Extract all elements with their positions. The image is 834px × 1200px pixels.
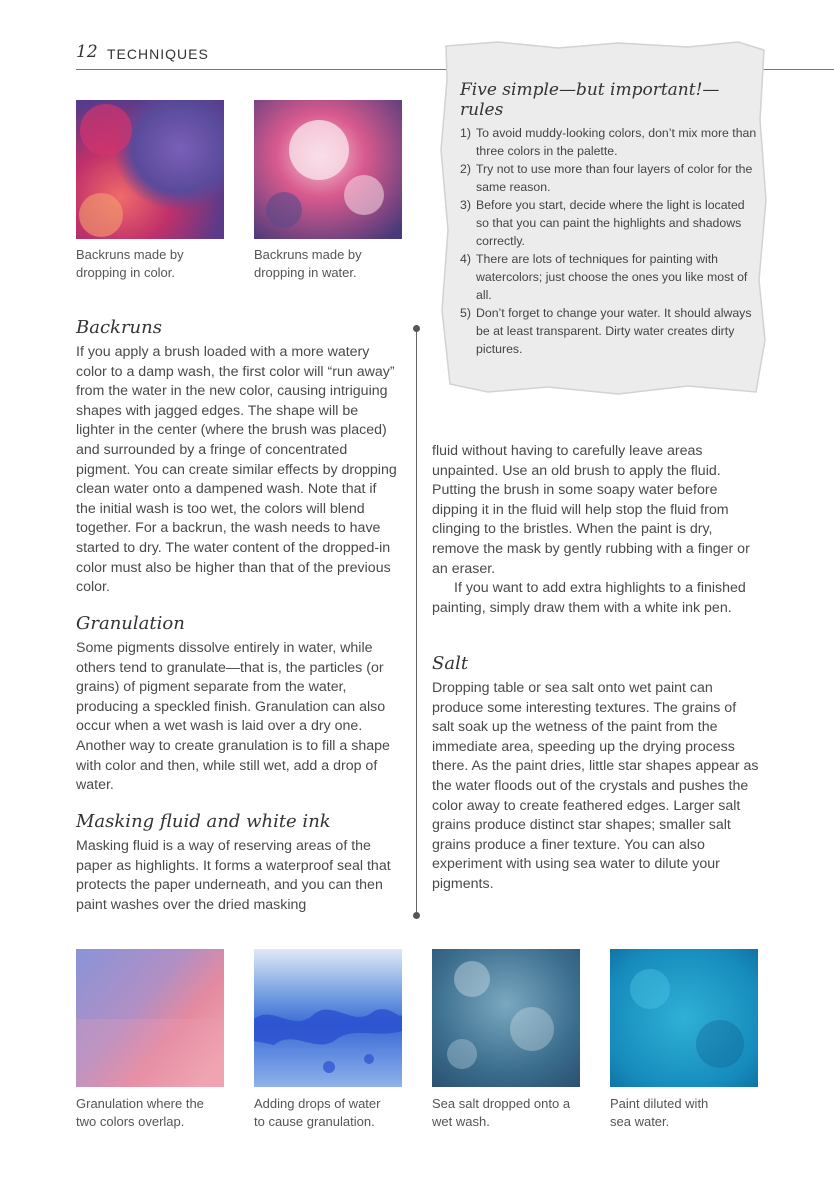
salt-text xyxy=(432,679,762,895)
sea-water-image xyxy=(610,949,758,1087)
salt-paragraph: Dropping table or sea salt onto wet paint can produce some interesting textures. The grains of salt soak up the wetness of the paint from the immediate area, speeding up the drying process there. As the paint dries, little star shapes appear as the water floods out of the crystals and pushes the color away to create feathered edges. Larger salt grains produce distinct star shapes; smaller salt grains produce a finer texture. You can also experiment with using sea water to dilute your pigments. xyxy=(432,680,759,892)
masking-continued-paragraph: fluid without having to carefully leave areas unpainted. Use an old brush to apply the fluid. Putting the brush in some soapy water before dipping it in the fluid will help stop the fluid from clinging to the bristles. When the paint is dry, remove the mask by gently rubbing with a finger or an eraser. xyxy=(432,443,750,577)
caption-granulation-drops: Adding drops of water to cause granulation. xyxy=(254,1096,381,1129)
granulation-text xyxy=(76,639,400,796)
section-title: TECHNIQUES xyxy=(107,46,209,62)
rule-item xyxy=(460,196,760,250)
column-divider xyxy=(416,328,417,916)
heading-salt: Salt xyxy=(432,653,469,674)
backruns-paragraph: If you apply a brush loaded with a more watery color to a damp wash, the first color will “run away” from the water in the new color, causing intriguing shapes with jagged edges. The shape will be lighter in the center (where the brush was placed) and surrounded by a fringe of concentrated pigment. You can create similar effects by dropping clean water onto a dampened wash. Note that if the initial wash is too wet, the colors will blend together. For a backrun, the wash needs to have started to dry. The water content of the dropped-in color must also be higher than that of the previous color. xyxy=(76,344,397,596)
caption-backrun-water: Backruns made by dropping in water. xyxy=(254,247,362,280)
masking-paragraph: Masking fluid is a way of reserving areas of the paper as highlights. It forms a waterproof seal that protects the paper underneath, and you can then paint washes over the dried masking xyxy=(76,838,391,913)
heading-masking-fluid: Masking fluid and white ink xyxy=(76,811,331,832)
granulation-overlap-image xyxy=(76,949,224,1087)
heading-backruns: Backruns xyxy=(76,317,162,338)
rule-text: There are lots of techniques for painting with watercolors; just choose the ones you like most of all. xyxy=(476,252,748,302)
rule-number: 2) xyxy=(460,162,471,176)
rule-number: 5) xyxy=(460,306,471,320)
rule-item xyxy=(460,160,760,196)
backrun-color-image xyxy=(76,100,224,239)
rule-number: 4) xyxy=(460,252,471,266)
caption-backrun-color: Backruns made by dropping in color. xyxy=(76,247,184,280)
rule-item xyxy=(460,124,760,160)
page-number: 12 xyxy=(76,42,98,62)
rule-text: Try not to use more than four layers of color for the same reason. xyxy=(476,162,753,194)
backruns-text xyxy=(76,343,400,598)
caption-sea-salt: Sea salt dropped onto a wet wash. xyxy=(432,1096,571,1129)
backrun-water-image xyxy=(254,100,402,239)
column-divider-dot-bottom xyxy=(413,912,420,919)
column-divider-dot-top xyxy=(413,325,420,332)
caption-granulation-overlap: Granulation where the two colors overlap. xyxy=(76,1096,204,1129)
rules-title: Five simple—but important!—rules xyxy=(460,80,720,120)
rule-text: Don’t forget to change your water. It should always be at least transparent. Dirty water creates dirty pictures. xyxy=(476,306,752,356)
rule-item xyxy=(460,304,760,358)
heading-granulation: Granulation xyxy=(76,613,185,634)
granulation-water-drops-image xyxy=(254,949,402,1087)
rule-item xyxy=(460,250,760,304)
masking-text xyxy=(76,837,400,915)
masking-continued-text xyxy=(432,442,762,618)
rules-list xyxy=(460,124,760,358)
granulation-paragraph: Some pigments dissolve entirely in water, while others tend to granulate—that is, the particles (or grains) of pigment separate from the water, producing a speckled finish. Granulation can also occur when a wet wash is laid over a dry one. Another way to create granulation is to fill a shape with color and then, while still wet, add a drop of water. xyxy=(76,640,390,794)
sea-salt-image xyxy=(432,949,580,1087)
rule-text: To avoid muddy-looking colors, don’t mix more than three colors in the palette. xyxy=(476,126,757,158)
rule-number: 1) xyxy=(460,126,471,140)
caption-sea-water: Paint diluted with sea water. xyxy=(610,1096,709,1129)
rule-text: Before you start, decide where the light is located so that you can paint the highlights and shadows correctly. xyxy=(476,198,745,248)
rule-number: 3) xyxy=(460,198,471,212)
white-ink-paragraph: If you want to add extra highlights to a finished painting, simply draw them with a white ink pen. xyxy=(432,580,746,616)
rules-note xyxy=(438,40,770,398)
